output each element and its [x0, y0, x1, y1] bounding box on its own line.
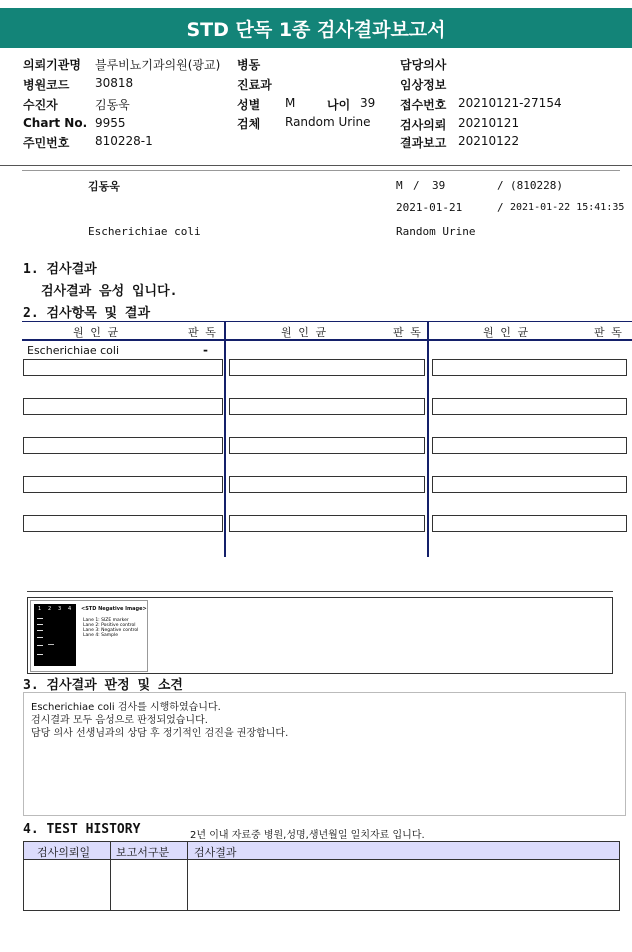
report-title: STD 단독 1종 검사결과보고서 [0, 8, 632, 48]
institution-label: 의뢰기관명 [23, 58, 81, 72]
gel-band [37, 654, 43, 655]
specimen-value: Random Urine [285, 115, 371, 129]
result-cell [23, 515, 223, 532]
lane-number: 1 [38, 606, 42, 612]
history-note: 2년 이내 자료중 병원,성명,생년월일 일치자료 입니다. [190, 830, 425, 841]
chart-label: Chart No. [23, 116, 88, 130]
lane-number: 3 [58, 606, 62, 612]
gel-title: <STD Negative Image> [81, 606, 147, 612]
result-cell [229, 437, 425, 454]
doctor-label: 담당의사 [400, 58, 447, 72]
summary-slash: / [413, 179, 420, 192]
result-cell [432, 359, 627, 376]
gel-band [37, 630, 43, 631]
gel-band [37, 637, 43, 638]
opinion-line: 담당 의사 선생님과의 상담 후 정기적인 검진을 권장합니다. [31, 728, 289, 739]
summary-slash: / [497, 179, 504, 192]
age-value: 39 [360, 96, 376, 110]
result-cell [23, 398, 223, 415]
section3-heading: 3. 검사결과 판정 및 소견 [23, 678, 183, 693]
col-judgement-1: 판 독 [188, 326, 216, 339]
chart-value: 9955 [95, 116, 126, 130]
report-value: 20210122 [458, 134, 520, 148]
opinion-line: 검시결과 모두 음성으로 판정되었습니다. [31, 715, 208, 726]
gel-image [30, 600, 148, 672]
sex-label: 성별 [237, 98, 261, 112]
gel-band [48, 644, 54, 645]
dept-label: 진료과 [237, 78, 272, 92]
history-table-header [24, 842, 619, 860]
ward-label: 병동 [237, 58, 261, 72]
summary-report-datetime: 2021-01-22 15:41:35 [510, 202, 625, 213]
summary-specimen: Random Urine [396, 225, 476, 238]
patient-label: 수진자 [23, 98, 58, 112]
section4-heading: 4. TEST HISTORY [23, 822, 141, 837]
opinion-line: Escherichiae coli 검사를 시행하였습니다. [31, 702, 221, 713]
result-cell [229, 476, 425, 493]
result-cell [432, 476, 627, 493]
hospital-code-value: 30818 [95, 76, 134, 90]
summary-request-date: 2021-01-21 [396, 201, 463, 214]
summary-sex: M [396, 179, 403, 192]
section1-result: 검사결과 음성 입니다. [41, 284, 178, 299]
history-col-result: 검사결과 [194, 846, 237, 859]
result-cell [229, 398, 425, 415]
opinion-box [23, 692, 626, 816]
gel-band [37, 645, 43, 646]
col-pathogen-1: 원 인 균 [73, 326, 119, 339]
gel-photo [34, 604, 76, 666]
age-label: 나이 [327, 98, 351, 112]
summary-birth: (810228) [510, 179, 563, 192]
gel-divider [27, 591, 613, 592]
result-cell [229, 515, 425, 532]
lane-number: 2 [48, 606, 52, 612]
gel-band [37, 618, 43, 619]
result-cell [229, 359, 425, 376]
specimen-label: 검체 [237, 117, 261, 131]
gel-legend-item: Lane 4: Sample [83, 633, 118, 638]
info-divider [0, 165, 632, 166]
gel-band [37, 624, 43, 625]
institution-value: 블루비뇨기과의원(광교) [95, 58, 221, 72]
result-cell [432, 398, 627, 415]
column-divider [427, 321, 429, 557]
results-table-top-line [22, 321, 632, 322]
col-judgement-3: 판 독 [594, 326, 622, 339]
summary-slash: / [497, 201, 504, 214]
history-col-divider [110, 842, 111, 910]
request-value: 20210121 [458, 116, 520, 130]
history-col-divider [187, 842, 188, 910]
request-label: 검사의뢰 [400, 118, 447, 132]
id-label: 주민번호 [23, 136, 70, 150]
col-judgement-2: 판 독 [393, 326, 421, 339]
history-table [23, 841, 620, 911]
section1-heading: 1. 검사결과 [23, 262, 97, 277]
result-cell [432, 437, 627, 454]
result-cell [23, 437, 223, 454]
history-col-date: 검사의뢰일 [37, 846, 91, 859]
report-label: 결과보고 [400, 136, 447, 150]
result-cell [23, 359, 223, 376]
col-pathogen-3: 원 인 균 [483, 326, 529, 339]
result-cell [23, 476, 223, 493]
summary-name: 김동욱 [88, 180, 120, 193]
hospital-code-label: 병원코드 [23, 78, 70, 92]
result-pathogen-name: Escherichiae coli [27, 344, 120, 357]
result-judgement: - [203, 343, 208, 357]
id-value: 810228-1 [95, 134, 153, 148]
lane-number: 4 [68, 606, 72, 612]
section2-heading: 2. 검사항목 및 결과 [23, 306, 151, 321]
col-pathogen-2: 원 인 균 [281, 326, 327, 339]
sex-value: M [285, 96, 296, 110]
patient-value: 김동욱 [95, 98, 130, 112]
summary-divider [22, 170, 620, 171]
receipt-label: 접수번호 [400, 98, 447, 112]
gel-legend-item: Lane 2: Positive control [83, 623, 136, 628]
summary-age: 39 [432, 179, 446, 192]
gel-legend-item: Lane 3: Negative control [83, 628, 139, 633]
summary-organism: Escherichiae coli [88, 225, 201, 238]
column-divider [224, 321, 226, 557]
receipt-value: 20210121-27154 [458, 96, 562, 110]
result-cell [432, 515, 627, 532]
history-col-type: 보고서구분 [116, 846, 170, 859]
clinical-label: 임상정보 [400, 78, 447, 92]
gel-legend-item: Lane 1: SIZE marker [83, 618, 129, 623]
